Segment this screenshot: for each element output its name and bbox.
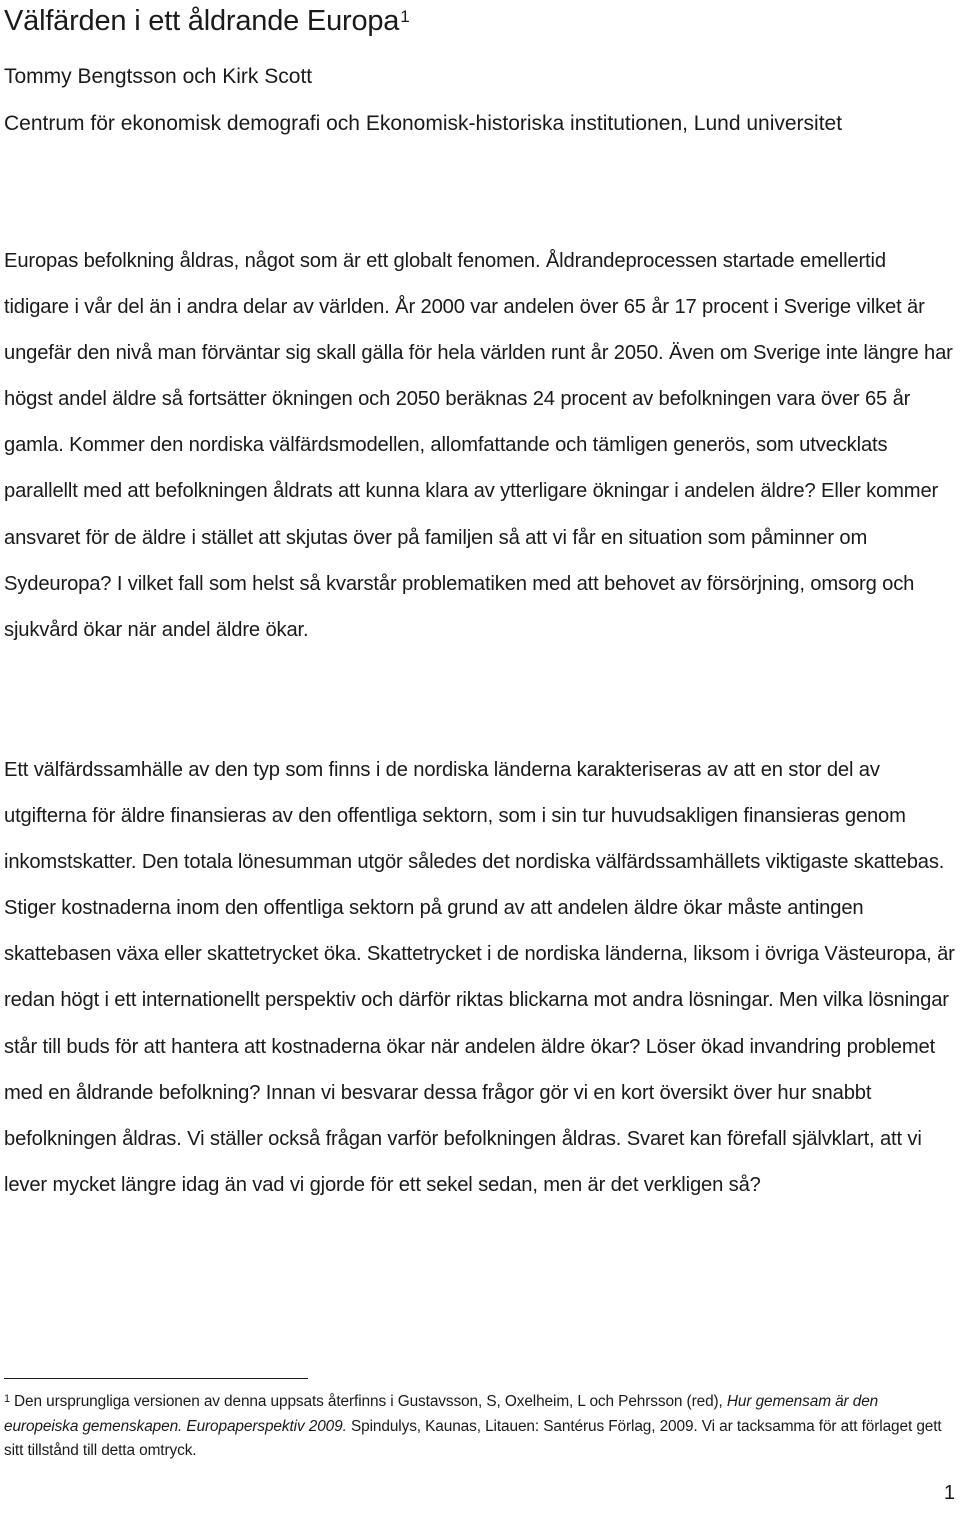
- footnote-text-before: Den ursprungliga versionen av denna uppsats återfinns i Gustavsson, S, Oxelheim, L och Pehrsson (red),: [14, 1393, 727, 1410]
- body-paragraph-2: Ett välfärdssamhälle av den typ som finns i de nordiska länderna karakteriseras av att en stor del av utgifterna för äldre finansieras av den offentliga sektorn, som i sin tur huvudsakligen finansieras genom inkomstskatter. Den totala lönesumman utgör således det nordiska välfärdssamhällets viktigaste skattebas. Stiger kostnaderna inom den offentliga sektorn på grund av att andelen äldre ökar måste antingen skattebasen växa eller skattetrycket öka. Skattetrycket i de nordiska länderna, liksom i övriga Västeuropa, är redan högt i ett internationellt perspektiv och därför riktas blickarna mot andra lösningar. Men vilka lösningar står till buds för att hantera att kostnaderna ökar när andelen äldre ökar? Löser ökad invandring problemet med en åldrande befolkning? Innan vi besvarar dessa frågor gör vi en kort översikt över hur snabbt befolkningen åldras. Vi ställer också frågan varför befolkningen åldras. Svaret kan förefall självklart, att vi lever mycket längre idag än vad vi gjorde för ett sekel sedan, men är det verkligen så?: [4, 759, 955, 1196]
- authors: Tommy Bengtsson och Kirk Scott: [4, 65, 313, 88]
- footnote: [4, 1390, 949, 1464]
- footnote-marker: 1: [4, 1393, 11, 1405]
- title-text: Välfärden i ett åldrande Europa: [4, 5, 400, 37]
- footnote-text-after: Spindulys, Kaunas, Litauen: Santérus Förlag, 2009. Vi ar tacksamma för att förlaget gett sitt tillstånd till detta omtryck.: [4, 1417, 942, 1459]
- page-number: 1: [943, 1482, 955, 1504]
- document-title: [4, 2, 410, 40]
- affiliation: Centrum för ekonomisk demografi och Ekonomisk-historiska institutionen, Lund universitet: [4, 112, 843, 135]
- body-paragraph-1: Europas befolkning åldras, något som är ett globalt fenomen. Åldrandeprocessen startade emellertid tidigare i vår del än i andra delar av världen. År 2000 var andelen över 65 år 17 procent i Sverige vilket är ungefär den nivå man förväntar sig skall gälla för hela världen runt år 2050. Även om Sverige inte längre har högst andel äldre så fortsätter ökningen och 2050 beräknas 24 procent av befolkningen vara över 65 år gamla. Kommer den nordiska välfärdsmodellen, allomfattande och tämligen generös, som utvecklats parallellt med att befolkningen åldrats att kunna klara av ytterligare ökningar i andelen äldre? Eller kommer ansvaret för de äldre i stället att skjutas över på familjen så att vi får en situation som påminner om Sydeuropa? I vilket fall som helst så kvarstår problematiken med att behovet av försörjning, omsorg och sjukvård ökar när andel äldre ökar.: [4, 250, 953, 641]
- title-footnote-marker: 1: [400, 7, 410, 26]
- footnote-italic-title: Hur gemensam är den europeiska gemenskapen. Europaperspektiv 2009.: [4, 1393, 879, 1435]
- footnote-separator: [4, 1378, 308, 1379]
